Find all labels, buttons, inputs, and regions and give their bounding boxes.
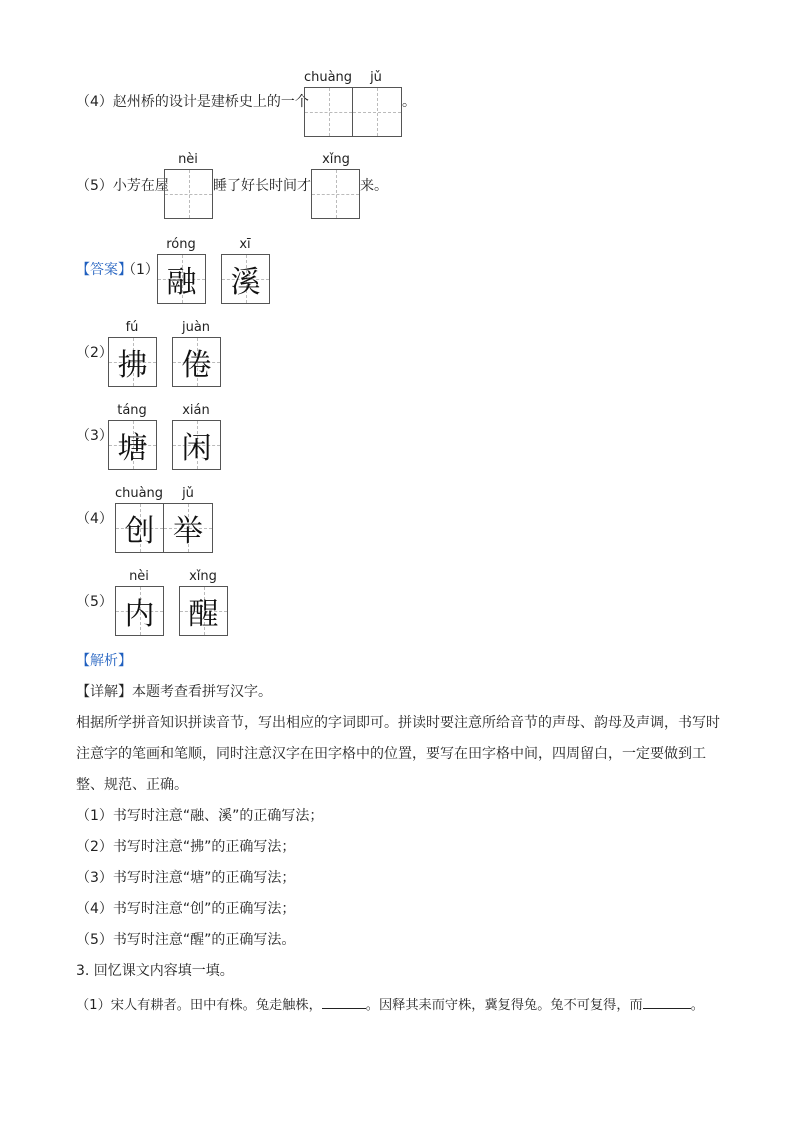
detail-text: 本题考查看拼写汉字。 [132, 684, 272, 700]
pinyin: táng [117, 403, 147, 418]
answer-char: 倦 [181, 348, 212, 383]
answer-num: （3） [76, 428, 113, 444]
question-3-line [76, 994, 704, 1016]
answer-num: （4） [76, 511, 113, 527]
answer-char: 闲 [181, 431, 212, 466]
writing-grid-box[interactable] [164, 169, 213, 219]
pinyin-ju: jǔ [370, 70, 382, 85]
answer-char: 塘 [117, 431, 148, 466]
answer-grid-box [157, 254, 206, 304]
answer-grid-box [108, 337, 157, 387]
analysis-note: （1）书写时注意“融、溪”的正确写法； [76, 808, 324, 824]
answer-grid-box [108, 420, 157, 470]
fill-blank[interactable] [322, 994, 366, 1009]
pinyin: chuàng [114, 486, 164, 501]
answer-num: （5） [76, 594, 113, 610]
answer-grid-box [163, 503, 213, 553]
analysis-paragraph: 注意字的笔画和笔顺，同时注意汉字在田字格中的位置，要写在田字格中间，四周留白，一定要做到工 [76, 746, 706, 762]
question-4-end: 。 [402, 94, 416, 110]
answer-grid-box [115, 503, 164, 553]
answer-grid-box [172, 337, 221, 387]
answer-char: 举 [173, 514, 203, 549]
answer-grid-box [221, 254, 270, 304]
pinyin: nèi [129, 569, 149, 584]
writing-grid-box[interactable] [311, 169, 360, 219]
question-5-end: 来。 [360, 178, 388, 194]
answer-num: （1） [122, 262, 159, 278]
pinyin: róng [166, 237, 196, 252]
detail-tag: 【详解】 [76, 684, 132, 700]
q3-text-a: （1）宋人有耕者。田中有株。兔走触株， [76, 998, 322, 1013]
answer-char: 溪 [230, 265, 261, 300]
fill-blank[interactable] [643, 994, 691, 1009]
analysis-note: （3）书写时注意“塘”的正确写法； [76, 870, 296, 886]
q3-text-c: 。 [690, 998, 704, 1013]
pinyin-nei: nèi [178, 152, 198, 167]
pinyin: xián [182, 403, 210, 418]
writing-grid-box[interactable] [352, 87, 402, 137]
pinyin: xǐng [189, 569, 217, 584]
pinyin-chuang: chuàng [303, 70, 353, 85]
question-4-text: （4）赵州桥的设计是建桥史上的一个 [76, 94, 309, 110]
question-5-mid: 睡了好长时间才 [213, 178, 311, 194]
analysis-paragraph: 相据所学拼音知识拼读音节，写出相应的字词即可。拼读时要注意所给音节的声母、韵母及声调，书写时 [76, 715, 720, 731]
analysis-tag: 【解析】 [76, 653, 132, 669]
analysis-note: （2）书写时注意“拂”的正确写法； [76, 839, 296, 855]
answer-num: （2） [76, 345, 113, 361]
analysis-note: （4）书写时注意“创”的正确写法； [76, 901, 296, 917]
answer-grid-box [115, 586, 164, 636]
answer-char: 融 [166, 265, 197, 300]
answer-char: 醒 [188, 597, 219, 632]
answer-grid-box [179, 586, 228, 636]
detail-line [76, 682, 272, 702]
answer-char: 创 [124, 514, 155, 549]
answer-char: 拂 [117, 348, 148, 383]
pinyin: xī [239, 237, 251, 252]
answer-grid-box [172, 420, 221, 470]
pinyin: juàn [181, 320, 211, 335]
analysis-paragraph: 整、规范、正确。 [76, 777, 188, 793]
answer-char: 内 [124, 597, 155, 632]
q3-text-b: 。因释其耒而守株，冀复得兔。兔不可复得，而 [365, 998, 643, 1013]
analysis-note: （5）书写时注意“醒”的正确写法。 [76, 932, 296, 948]
writing-grid-box[interactable] [304, 87, 353, 137]
pinyin: jǔ [182, 486, 194, 501]
pinyin: fú [125, 320, 139, 335]
answer-tag: 【答案】 [76, 262, 132, 278]
question-5-text: （5）小芳在屋 [76, 178, 169, 194]
question-3-title: 3. 回忆课文内容填一填。 [76, 963, 234, 979]
pinyin-xing: xǐng [322, 152, 350, 167]
